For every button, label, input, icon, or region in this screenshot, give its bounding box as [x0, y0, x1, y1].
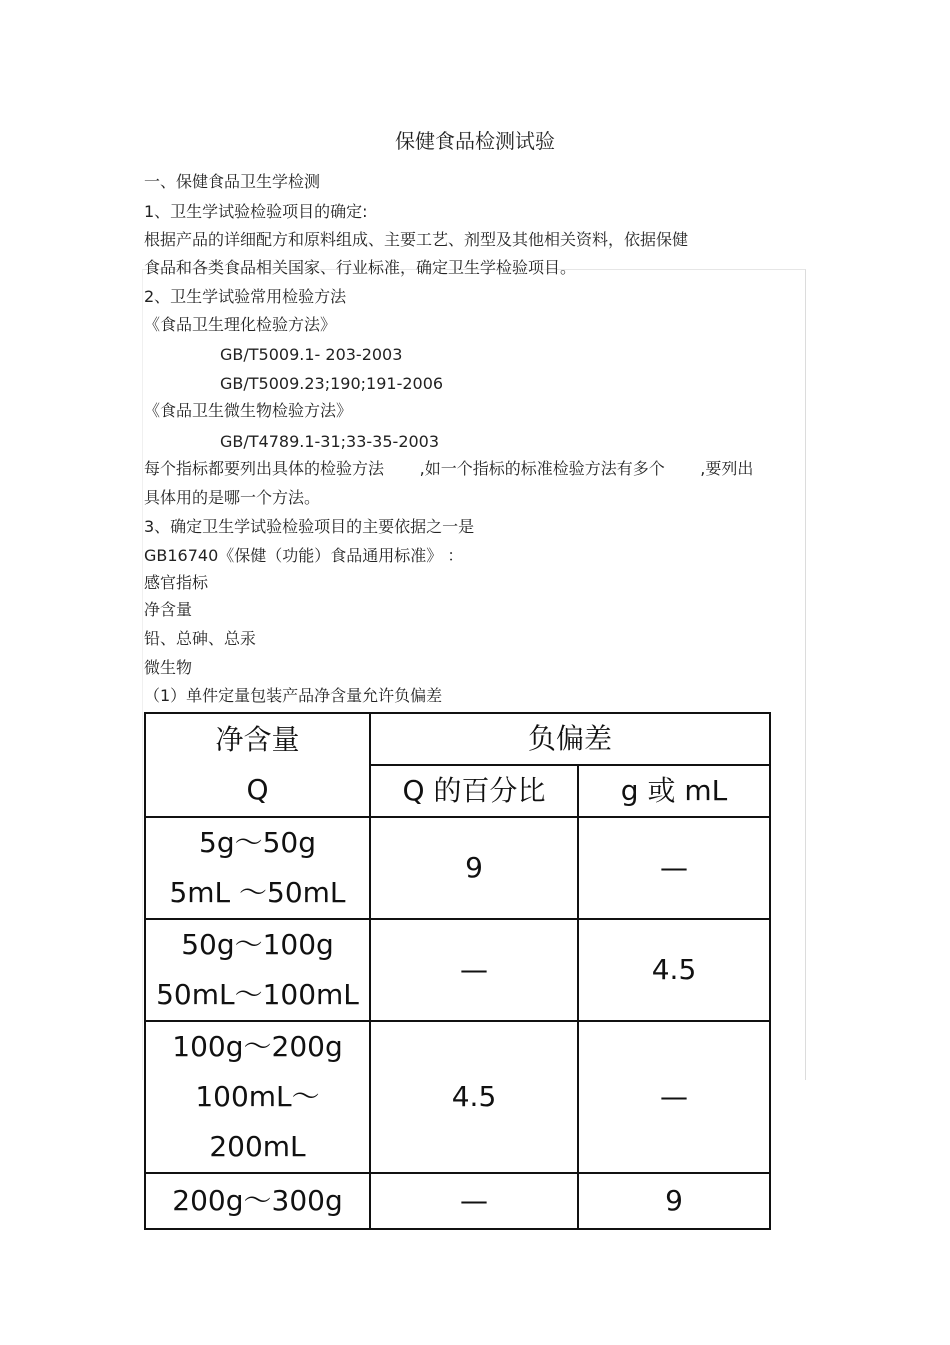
cell-g-ml: —	[578, 1021, 770, 1173]
standard-code: GB/T5009.23;190;191-2006	[220, 374, 444, 393]
list-item: 感官指标	[144, 573, 209, 592]
header-percent-of-q: Q 的百分比	[370, 765, 578, 817]
paragraph-line: 每个指标都要列出具体的检验方法 ,如一个指标的标准检验方法有多个 ,要列出	[144, 459, 754, 478]
standard-reference: GB16740《保健（功能）食品通用标准》 ：	[144, 546, 464, 565]
table-row	[145, 919, 770, 1021]
subsection-heading: 2、卫生学试验常用检验方法	[144, 287, 347, 306]
method-book-title: 《食品卫生理化检验方法》	[144, 315, 337, 334]
cell-percent: —	[370, 919, 578, 1021]
table-row	[145, 1173, 770, 1229]
cell-percent: 4.5	[370, 1021, 578, 1173]
paragraph-line: 根据产品的详细配方和原料组成、主要工艺、剂型及其他相关资料，依据保健	[144, 230, 689, 249]
header-negative-deviation: 负偏差	[370, 713, 770, 765]
cell-g-ml: 4.5	[578, 919, 770, 1021]
header-g-or-ml: g 或 mL	[578, 765, 770, 817]
list-item: 净含量	[144, 600, 193, 619]
section-heading: 一、保健食品卫生学检测	[144, 172, 321, 191]
deviation-table	[144, 712, 771, 1230]
subsection-heading: 1、卫生学试验检验项目的确定:	[144, 202, 368, 221]
list-item: 铅、总砷、总汞	[144, 629, 257, 648]
paragraph-line: 具体用的是哪一个方法。	[144, 488, 321, 507]
table-row	[145, 817, 770, 919]
table-header-row	[145, 713, 770, 765]
subsection-heading: 3、确定卫生学试验检验项目的主要依据之一是	[144, 517, 475, 536]
standard-code: GB/T5009.1- 203-2003	[220, 345, 403, 364]
paragraph-line: 食品和各类食品相关国家、行业标准，确定卫生学检验项目。	[144, 258, 577, 277]
table-caption: （1）单件定量包装产品净含量允许负偏差	[144, 686, 443, 705]
list-item: 微生物	[144, 658, 193, 677]
cell-percent: —	[370, 1173, 578, 1229]
standard-code: GB/T4789.1-31;33-35-2003	[220, 432, 440, 451]
cell-net-content: 100g～200g 100mL～ 200mL	[145, 1021, 370, 1173]
cell-g-ml: 9	[578, 1173, 770, 1229]
method-book-title: 《食品卫生微生物检验方法》	[144, 401, 353, 420]
cell-net-content: 5g～50g 5mL ～50mL	[145, 817, 370, 919]
header-net-content: 净含量 Q	[145, 713, 370, 817]
cell-net-content: 200g～300g	[145, 1173, 370, 1229]
cell-g-ml: —	[578, 817, 770, 919]
page-title: 保健食品检测试验	[395, 129, 555, 153]
cell-net-content: 50g～100g 50mL～100mL	[145, 919, 370, 1021]
cell-percent: 9	[370, 817, 578, 919]
table-row	[145, 1021, 770, 1173]
